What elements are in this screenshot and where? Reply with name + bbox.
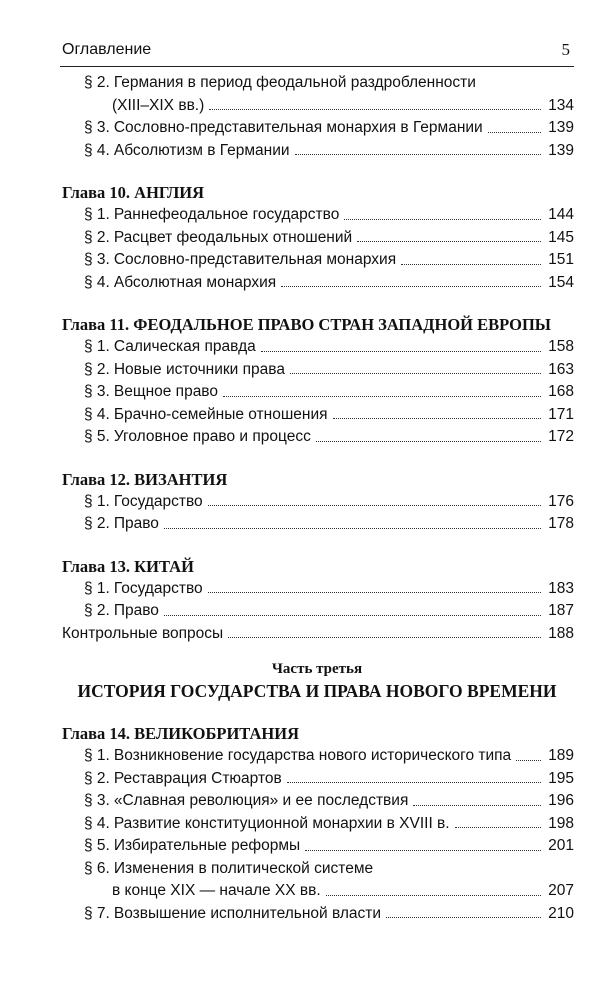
toc-entry[interactable]: [60, 204, 574, 227]
entry-number: § 4.: [84, 273, 110, 291]
header-page-number: 5: [561, 40, 570, 59]
entry-page: 178: [548, 515, 574, 532]
entry-page: 139: [548, 141, 574, 159]
entry-title: Право: [113, 515, 159, 532]
dot-leader: [208, 592, 541, 593]
toc-entry[interactable]: [60, 600, 574, 623]
entry-title: Реставрация Стюартов: [113, 769, 282, 787]
entry-number: § 5.: [84, 837, 110, 854]
entry-page: 196: [548, 792, 574, 809]
chapter-heading[interactable]: Глава 11. ФЕОДАЛЬНОЕ ПРАВО СТРАН ЗАПАДНОЙ ЕВРОПЫ: [62, 315, 551, 334]
entry-page: 189: [548, 747, 574, 764]
entry-page: 145: [548, 228, 574, 246]
entry-title: Сословно-представительная монархия: [113, 251, 397, 268]
dot-leader: [316, 441, 541, 442]
entry-title-cont: в конце XIX — начале XX вв.: [112, 882, 321, 899]
toc-entry[interactable]: [60, 272, 574, 295]
toc-entry[interactable]: [60, 359, 574, 382]
entry-number: § 3.: [84, 383, 110, 400]
chapter-heading[interactable]: Глава 14. ВЕЛИКОБРИТАНИЯ: [62, 724, 299, 743]
toc-entry[interactable]: [60, 336, 574, 359]
entry-number: § 5.: [84, 428, 110, 445]
entry-title: Салическая правда: [113, 338, 256, 355]
entry-page: 163: [548, 360, 574, 378]
dot-leader: [516, 760, 541, 761]
entry-title: Сословно-представительная монархия в Германии: [113, 119, 483, 136]
entry-number: § 2.: [84, 360, 110, 378]
entry-title: Абсолютизм в Германии: [113, 141, 290, 159]
entry-number: § 3.: [84, 119, 110, 136]
entry-title: Возвышение исполнительной власти: [113, 904, 382, 922]
entry-page: 210: [548, 904, 574, 922]
entry-number: § 2.: [84, 602, 110, 619]
dot-leader: [209, 109, 541, 110]
dot-leader: [295, 154, 542, 155]
entry-number: § 1.: [84, 492, 110, 510]
toc-entry[interactable]: [60, 858, 574, 881]
entry-page: 139: [548, 119, 574, 136]
entry-title: Раннефеодальное государство: [113, 206, 340, 223]
dot-leader: [357, 241, 541, 242]
toc-entry[interactable]: [60, 72, 574, 95]
toc-entry[interactable]: [60, 578, 574, 601]
entry-title: Государство: [113, 579, 203, 597]
dot-leader: [164, 528, 541, 529]
entry-number: § 4.: [84, 814, 110, 832]
toc-entry[interactable]: [60, 903, 574, 926]
toc-entry[interactable]: [60, 513, 574, 536]
toc-entry[interactable]: [60, 835, 574, 858]
part-title[interactable]: ИСТОРИЯ ГОСУДАРСТВА И ПРАВА НОВОГО ВРЕМЕНИ: [77, 681, 557, 701]
dot-leader: [164, 615, 541, 616]
entry-title: Государство: [113, 492, 203, 510]
entry-title: Расцвет феодальных отношений: [113, 228, 353, 246]
entry-number: § 1.: [84, 338, 110, 355]
dot-leader: [261, 351, 541, 352]
entry-title: Вещное право: [113, 383, 218, 400]
dot-leader: [223, 396, 541, 397]
entry-page: 195: [548, 769, 574, 787]
toc-entry[interactable]: [60, 249, 574, 272]
dot-leader: [344, 219, 541, 220]
entry-title: Контрольные вопросы: [62, 624, 224, 642]
dot-leader: [455, 827, 542, 828]
entry-page: 151: [548, 251, 574, 268]
dot-leader: [488, 132, 541, 133]
entry-title: Развитие конституционной монархии в XVIII в.: [113, 814, 450, 832]
entry-title: Избирательные реформы: [113, 837, 301, 854]
header-title: Оглавление: [62, 41, 152, 58]
entry-page: 187: [548, 602, 574, 619]
dot-leader: [386, 917, 541, 918]
entry-number: § 2.: [84, 515, 110, 532]
entry-page: 198: [548, 814, 574, 832]
entry-page: 188: [548, 624, 574, 642]
toc-entry[interactable]: [60, 745, 574, 768]
chapter-heading[interactable]: Глава 10. АНГЛИЯ: [62, 183, 204, 202]
toc-entry[interactable]: [60, 790, 574, 813]
toc-entry[interactable]: [60, 117, 574, 140]
entry-number: § 1.: [84, 747, 110, 764]
toc-entry[interactable]: [60, 381, 574, 404]
entry-number: § 3.: [84, 251, 110, 268]
entry-page: 168: [548, 383, 574, 400]
entry-page: 144: [548, 206, 574, 223]
entry-number: § 6.: [84, 859, 110, 877]
entry-title: Уголовное право и процесс: [113, 428, 311, 445]
entry-title: Возникновение государства нового исторического типа: [113, 747, 512, 764]
entry-title-cont: (XIII–XIX вв.): [112, 96, 205, 114]
toc-entry-continuation[interactable]: [60, 95, 574, 118]
dot-leader: [326, 895, 541, 896]
entry-page: 171: [548, 405, 574, 423]
entry-title: Новые источники права: [113, 360, 285, 378]
entry-title: «Славная революция» и ее последствия: [113, 792, 409, 809]
toc-entry[interactable]: [60, 227, 574, 250]
dot-leader: [208, 505, 541, 506]
dot-leader: [228, 637, 541, 638]
entry-title: Право: [113, 602, 159, 619]
dot-leader: [401, 264, 541, 265]
table-of-contents: [60, 72, 574, 925]
entry-page: 201: [548, 837, 574, 854]
entry-page: 183: [548, 579, 574, 597]
entry-page: 154: [548, 273, 574, 291]
running-header: [60, 38, 574, 67]
entry-title: Германия в период феодальной раздробленности: [113, 74, 476, 91]
entry-title: Изменения в политической системе: [113, 859, 374, 877]
chapter-heading[interactable]: Глава 13. КИТАЙ: [62, 556, 194, 576]
entry-number: § 1.: [84, 579, 110, 597]
dot-leader: [413, 805, 541, 806]
entry-title: Абсолютная монархия: [113, 273, 277, 291]
dot-leader: [305, 850, 541, 851]
entry-page: 176: [548, 492, 574, 510]
entry-page: 207: [548, 882, 574, 899]
dot-leader: [290, 373, 541, 374]
entry-number: § 4.: [84, 405, 110, 423]
dot-leader: [333, 418, 542, 419]
entry-page: 158: [548, 338, 574, 355]
toc-entry-questions[interactable]: [60, 623, 574, 646]
entry-number: § 2.: [84, 74, 110, 91]
entry-number: § 7.: [84, 904, 110, 922]
entry-number: § 3.: [84, 792, 110, 809]
entry-page: 134: [548, 96, 574, 114]
dot-leader: [287, 782, 541, 783]
part-label: Часть третья: [271, 661, 363, 677]
toc-entry[interactable]: [60, 140, 574, 163]
entry-number: § 4.: [84, 141, 110, 159]
entry-title: Брачно-семейные отношения: [113, 405, 328, 423]
toc-entry[interactable]: [60, 491, 574, 514]
entry-page: 172: [548, 428, 574, 445]
toc-entry[interactable]: [60, 768, 574, 791]
chapter-heading[interactable]: Глава 12. ВИЗАНТИЯ: [62, 469, 228, 489]
entry-number: § 2.: [84, 769, 110, 787]
toc-entry[interactable]: [60, 426, 574, 449]
toc-entry[interactable]: [60, 813, 574, 836]
toc-entry-continuation[interactable]: [60, 880, 574, 903]
entry-number: § 2.: [84, 228, 110, 246]
toc-entry[interactable]: [60, 404, 574, 427]
entry-number: § 1.: [84, 206, 110, 223]
dot-leader: [281, 286, 541, 287]
